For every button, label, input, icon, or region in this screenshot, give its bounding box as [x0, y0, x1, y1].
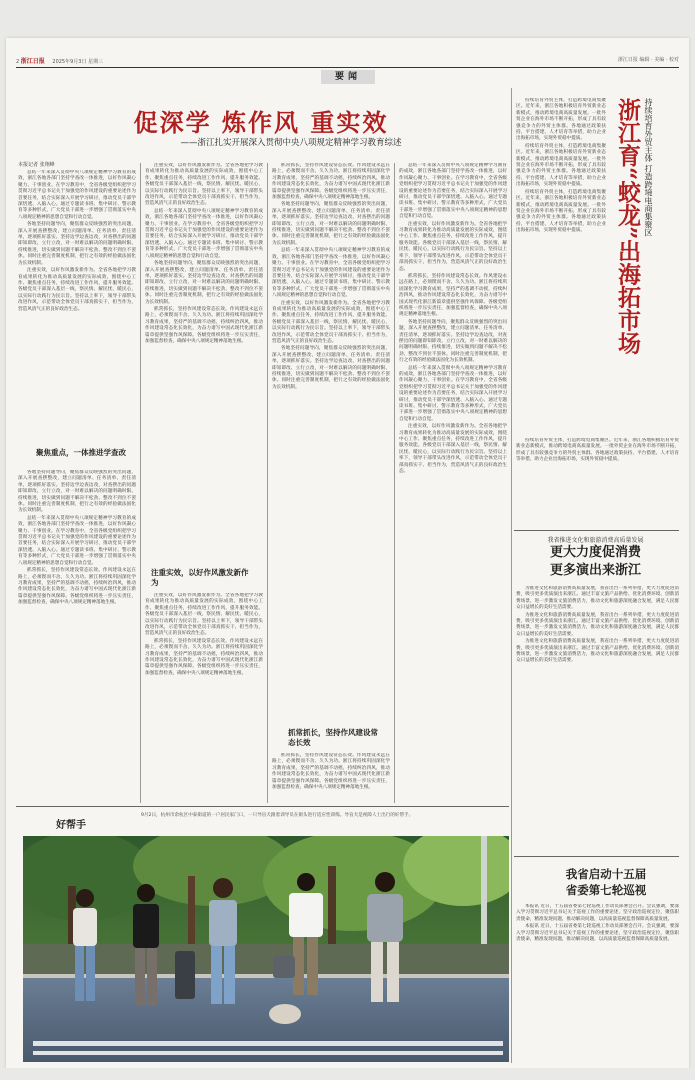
paragraph: 总结一年来深入贯彻中央八项规定精神学习教育的成效，浙江各地各部门坚持学查改一体推进，以好作风凝心聚力、干事创业。在学习教育中，全省各级党组织把学习贯彻习近平总书记关于加强党的作风建设的重要论述作为首要任务，结合实际深入开展学习研讨，推动党员干部学深悟透、入脑入心。通过专题读书班、集中研讨、警示教育等多种形式，广大党员干部进一步增强了贯彻落实中央八项规定精神的思想自觉和行动自觉。: [399, 365, 507, 422]
paper-name: 浙江日报: [20, 58, 45, 65]
byline: 本报记者 张翔峰: [18, 162, 55, 168]
column-divider: [394, 163, 395, 803]
paragraph: 总结一年来深入贯彻中央八项规定精神学习教育的成效，浙江各地各部门坚持学查改一体推进，以好作风凝心聚力、干事创业。在学习教育中，全省各级党组织把学习贯彻习近平总书记关于加强党的作风建设的重要论述作为首要任务，结合实际深入开展学习研讨，推动党员干部学深悟透、入脑入心。通过专题读书班、集中研讨、警示教育等多种形式，广大党员干部进一步增强了贯彻落实中央八项规定精神的思想自觉和行动自觉。: [272, 248, 390, 299]
feature-column-b: [516, 438, 679, 526]
header-left: [16, 56, 103, 65]
paragraph: 注重实效，以好作风激发新作为。全省各地把学习教育成果转化为推动高质量发展的实际成效，围绕中心工作、聚焦重点任务，持续改进工作作风，提升服务效能。各级党员干部深入基层一线，察民情、解民忧、暖民心，以实际行动践行为民宗旨。坚持以上率下，领导干部带头改进作风，示范带动全体党员干部真抓实干、担当作为，营造风清气正的良好政治生态。: [18, 268, 136, 312]
consumption-title-line2: 更多演出来浙江: [549, 563, 641, 578]
paragraph: 抓常抓长，坚持作风建设常态长效。作风建设永远在路上，必须锲而不舍、久久为功。浙江将持续巩固深化学习教育成果，坚持严的基调不动摇，持续纠治四风，推动作风建设常态化长效化，为奋力谱写中国式现代化浙江新篇章提供坚强作风保障。各级党组织将进一步压实责任，加强监督检查，确保中央八项规定精神落地生根。: [272, 163, 390, 201]
column-divider: [267, 163, 268, 803]
newspaper-page: [6, 38, 689, 1068]
paragraph: 持续培育外贸主体，打造跨境电商集聚区。近年来，浙江各地积极培育外贸新业态新模式，推动跨境电商高质量发展。一批外贸企业在海外市场不断开拓，形成了具有较强竞争力的外贸主体群。各地通过政策扶持、平台搭建、人才培育等举措，助力企业出海拓市场，实现外贸稳中提质。: [516, 438, 679, 463]
subtitle-3: 抓常抓长，坚持作风建设常态长效: [288, 728, 378, 747]
paragraph: 为推进文化和旅游消费高质量发展，我省出台一系列举措，更大力度促进消费，吸引更多优质演出来浙江。通过丰富文旅产品供给、优化消费环境、创新消费场景，进一步激发文旅消费活力，推动文化和旅游深度融合发展，满足人民群众日益增长的美好生活需要。: [516, 639, 679, 664]
issue-date: 2025年9月3日 星期三: [52, 59, 104, 65]
paragraph: 注重实效，以好作风激发新作为。全省各地把学习教育成果转化为推动高质量发展的实际成效，围绕中心工作、聚焦重点任务，持续改进工作作风，提升服务效能。各级党员干部深入基层一线，察民情、解民忧、暖民心，以实际行动践行为民宗旨。坚持以上率下，领导干部带头改进作风，示范带动全体党员干部真抓实干、担当作为，营造风清气正的良好政治生态。: [145, 593, 263, 637]
paragraph: 注重实效，以好作风激发新作为。全省各地把学习教育成果转化为推动高质量发展的实际成效，围绕中心工作、聚焦重点任务，持续改进工作作风，提升服务效能。各级党员干部深入基层一线，察民情、解民忧、暖民心，以实际行动践行为民宗旨。坚持以上率下，领导干部带头改进作风，示范带动全体党员干部真抓实干、担当作为，营造风清气正的良好政治生态。: [399, 221, 507, 272]
photo-caption: 9月2日，杭州市余杭区中泰街道的一户居民家门口，一只导盲犬跟着训导员在街头进行适应性训练。导盲犬是视障人士出行的好帮手。: [141, 813, 414, 818]
article-column-1a: [18, 170, 136, 445]
main-subheadline: ——浙江扎实开展深入贯彻中央八项规定精神学习教育综述: [180, 138, 402, 148]
page-bottom-margin: [0, 1068, 695, 1080]
photo-section-label: 好帮手: [56, 820, 86, 831]
article-column-2a: [145, 163, 263, 558]
page-number: 2: [16, 59, 20, 65]
paragraph: 抓常抓长，坚持作风建设常态长效。作风建设永远在路上，必须锲而不舍、久久为功。浙江将持续巩固深化学习教育成果，坚持严的基调不动摇，持续纠治四风，推动作风建设常态化长效化，为奋力谱写中国式现代化浙江新篇章提供坚强作风保障。各级党组织将进一步压实责任，加强监督检查，确保中央八项规定精神落地生根。: [18, 568, 136, 606]
header-right: 浙江日报 编辑 · 美编 · 校对: [617, 57, 679, 63]
paragraph: 抓常抓长，坚持作风建设常态长效。作风建设永远在路上，必须锲而不舍、久久为功。浙江将持续巩固深化学习教育成果，坚持严的基调不动摇，持续纠治四风，推动作风建设常态化长效化，为奋力谱写中国式现代化浙江新篇章提供坚强作风保障。各级党组织将进一步压实责任，加强监督检查，确保中央八项规定精神落地生根。: [272, 753, 390, 791]
paragraph: 各地坚持问题导向，聚焦群众反映强烈的突出问题，深入开展查摆整改，建立问题清单、任务清单、责任清单，逐项抓好落实。坚持边学边查边改，对查摆出的问题即知即改、立行立改，对一时难以解决的问题明确时限、持续推进，切实做到问题不解决不松劲、整改不到位不罢休。同时注重完善制度机制，把行之有效的经验做法固化为长效机制。: [272, 346, 390, 390]
paragraph: 抓常抓长，坚持作风建设常态长效。作风建设永远在路上，必须锲而不舍、久久为功。浙江将持续巩固深化学习教育成果，坚持严的基调不动摇，持续纠治四风，推动作风建设常态化长效化，为奋力谱写中国式现代化浙江新篇章提供坚强作风保障。各级党组织将进一步压实责任，加强监督检查，确保中央八项规定精神落地生根。: [145, 306, 263, 344]
column-divider: [140, 163, 141, 803]
paragraph: 抓常抓长，坚持作风建设常态长效。作风建设永远在路上，必须锲而不舍、久久为功。浙江将持续巩固深化学习教育成果，坚持严的基调不动摇，持续纠治四风，推动作风建设常态化长效化，为奋力谱写中国式现代化浙江新篇章提供坚强作风保障。各级党组织将进一步压实责任，加强监督检查，确保中央八项规定精神落地生根。: [399, 273, 507, 318]
inspection-story-headline: [536, 866, 676, 898]
paragraph: 总结一年来深入贯彻中央八项规定精神学习教育的成效，浙江各地各部门坚持学查改一体推进，以好作风凝心聚力、干事创业。在学习教育中，全省各级党组织把学习贯彻习近平总书记关于加强党的作风建设的重要论述作为首要任务，结合实际深入开展学习研讨，推动党员干部学深悟透、入脑入心。通过专题读书班、集中研讨、警示教育等多种形式，广大党员干部进一步增强了贯彻落实中央八项规定精神的思想自觉和行动自觉。: [18, 515, 136, 566]
article-column-4: [399, 163, 507, 803]
paragraph: 为推进文化和旅游消费高质量发展，我省出台一系列举措，更大力度促进消费，吸引更多优质演出来浙江。通过丰富文旅产品供给、优化消费环境、创新消费场景，进一步激发文旅消费活力，推动文化和旅游深度融合发展，满足人民群众日益增长的美好生活需要。: [516, 612, 679, 637]
consumption-kicker: 我省推进文化和旅游消费高质量发展: [547, 537, 644, 544]
inspection-title-line1: 我省启动十五届: [565, 867, 647, 881]
consumption-story-headline: [514, 535, 677, 580]
paragraph: 本报讯 近日，十五届省委第七轮巡视工作动员部署会召开。会议强调，要深入学习贯彻习近平总书记关于巡视工作的重要论述，坚守政治巡视定位，聚焦职责使命，精准发现问题，推动解决问题，以高质量巡视监督保障高质量发展。: [516, 904, 679, 922]
paragraph: 持续培育外贸主体，打造跨境电商集聚区。近年来，浙江各地积极培育外贸新业态新模式，推动跨境电商高质量发展。一批外贸企业在海外市场不断开拓，形成了具有较强竞争力的外贸主体群。各地通过政策扶持、平台搭建、人才培育等举措，助力企业出海拓市场，实现外贸稳中提质。: [516, 98, 606, 142]
feature-column-a: [516, 98, 606, 433]
inspection-story-body: [516, 904, 679, 1062]
article-column-1b: [18, 470, 136, 800]
photo-section-divider: [16, 806, 509, 807]
consumption-story-body: [516, 586, 679, 851]
feature-kicker: 持续培育外贸主体 打造跨境电商集聚区: [644, 98, 653, 237]
paragraph: 各地坚持问题导向，聚焦群众反映强烈的突出问题，深入开展查摆整改，建立问题清单、任务清单、责任清单，逐项抓好落实。坚持边学边查边改，对查摆出的问题即知即改、立行立改，对一时难以解决的问题明确时限、持续推进，切实做到问题不解决不松劲、整改不到位不罢休。同时注重完善制度机制，把行之有效的经验做法固化为长效机制。: [272, 202, 390, 246]
subtitle-2: 注重实效，以好作风激发新作为: [151, 568, 249, 587]
paragraph: 各地坚持问题导向，聚焦群众反映强烈的突出问题，深入开展查摆整改，建立问题清单、任务清单、责任清单，逐项抓好落实。坚持边学边查边改，对查摆出的问题即知即改、立行立改，对一时难以解决的问题明确时限、持续推进，切实做到问题不解决不松劲、整改不到位不罢休。同时注重完善制度机制，把行之有效的经验做法固化为长效机制。: [145, 261, 263, 305]
column-divider: [511, 88, 512, 1063]
main-headline: 促深学 炼作风 重实效: [133, 108, 389, 137]
subtitle-1: 聚焦重点，一体推进学查改: [36, 448, 126, 457]
paragraph: 各地坚持问题导向，聚焦群众反映强烈的突出问题，深入开展查摆整改，建立问题清单、任务清单、责任清单，逐项抓好落实。坚持边学边查边改，对查摆出的问题即知即改、立行立改，对一时难以解决的问题明确时限、持续推进，切实做到问题不解决不松劲、整改不到位不罢休。同时注重完善制度机制，把行之有效的经验做法固化为长效机制。: [18, 470, 136, 514]
paragraph: 注重实效，以好作风激发新作为。全省各地把学习教育成果转化为推动高质量发展的实际成效，围绕中心工作、聚焦重点任务，持续改进工作作风，提升服务效能。各级党员干部深入基层一线，察民情、解民忧、暖民心，以实际行动践行为民宗旨。坚持以上率下，领导干部带头改进作风，示范带动全体党员干部真抓实干、担当作为，营造风清气正的良好政治生态。: [399, 424, 507, 475]
feature-title: 浙江育“蛟龙”出海拓市场: [614, 98, 641, 355]
paragraph: 总结一年来深入贯彻中央八项规定精神学习教育的成效，浙江各地各部门坚持学查改一体推进，以好作风凝心聚力、干事创业。在学习教育中，全省各级党组织把学习贯彻习近平总书记关于加强党的作风建设的重要论述作为首要任务，结合实际深入开展学习研讨，推动党员干部学深悟透、入脑入心。通过专题读书班、集中研讨、警示教育等多种形式，广大党员干部进一步增强了贯彻落实中央八项规定精神的思想自觉和行动自觉。: [399, 163, 507, 220]
section-divider: [514, 856, 679, 857]
paragraph: 总结一年来深入贯彻中央八项规定精神学习教育的成效，浙江各地各部门坚持学查改一体推进，以好作风凝心聚力、干事创业。在学习教育中，全省各级党组织把学习贯彻习近平总书记关于加强党的作风建设的重要论述作为首要任务，结合实际深入开展学习研讨，推动党员干部学深悟透、入脑入心。通过专题读书班、集中研讨、警示教育等多种形式，广大党员干部进一步增强了贯彻落实中央八项规定精神的思想自觉和行动自觉。: [145, 208, 263, 259]
paragraph: 为推进文化和旅游消费高质量发展，我省出台一系列举措，更大力度促进消费，吸引更多优质演出来浙江。通过丰富文旅产品供给、优化消费环境、创新消费场景，进一步激发文旅消费活力，推动文化和旅游深度融合发展，满足人民群众日益增长的美好生活需要。: [516, 586, 679, 611]
paragraph: 抓常抓长，坚持作风建设常态长效。作风建设永远在路上，必须锲而不舍、久久为功。浙江将持续巩固深化学习教育成果，坚持严的基调不动摇，持续纠治四风，推动作风建设常态化长效化，为奋力谱写中国式现代化浙江新篇章提供坚强作风保障。各级党组织将进一步压实责任，加强监督检查，确保中央八项规定精神落地生根。: [145, 638, 263, 676]
inspection-title-line2: 省委第七轮巡视: [565, 883, 647, 897]
article-column-3b: [272, 753, 390, 803]
paragraph: 总结一年来深入贯彻中央八项规定精神学习教育的成效，浙江各地各部门坚持学查改一体推进，以好作风凝心聚力、干事创业。在学习教育中，全省各级党组织把学习贯彻习近平总书记关于加强党的作风建设的重要论述作为首要任务，结合实际深入开展学习研讨，推动党员干部学深悟透、入脑入心。通过专题读书班、集中研讨、警示教育等多种形式，广大党员干部进一步增强了贯彻落实中央八项规定精神的思想自觉和行动自觉。: [18, 170, 136, 220]
paragraph: 持续培育外贸主体，打造跨境电商集聚区。近年来，浙江各地积极培育外贸新业态新模式，推动跨境电商高质量发展。一批外贸企业在海外市场不断开拓，形成了具有较强竞争力的外贸主体群。各地通过政策扶持、平台搭建、人才培育等举措，助力企业出海拓市场，实现外贸稳中提质。: [516, 143, 606, 188]
paragraph: 持续培育外贸主体，打造跨境电商集聚区。近年来，浙江各地积极培育外贸新业态新模式，推动跨境电商高质量发展。一批外贸企业在海外市场不断开拓，形成了具有较强竞争力的外贸主体群。各地通过政策扶持、平台搭建、人才培育等举措，助力企业出海拓市场，实现外贸稳中提质。: [516, 189, 606, 234]
article-column-2b: [145, 593, 263, 801]
page-header: [16, 56, 679, 66]
paragraph: 各地坚持问题导向，聚焦群众反映强烈的突出问题，深入开展查摆整改，建立问题清单、任务清单、责任清单，逐项抓好落实。坚持边学边查边改，对查摆出的问题即知即改、立行立改，对一时难以解决的问题明确时限、持续推进，切实做到问题不解决不松劲、整改不到位不罢休。同时注重完善制度机制，把行之有效的经验做法固化为长效机制。: [18, 222, 136, 266]
section-label: 要闻: [321, 70, 375, 84]
paragraph: 注重实效，以好作风激发新作为。全省各地把学习教育成果转化为推动高质量发展的实际成效，围绕中心工作、聚焦重点任务，持续改进工作作风，提升服务效能。各级党员干部深入基层一线，察民情、解民忧、暖民心，以实际行动践行为民宗旨。坚持以上率下，领导干部带头改进作风，示范带动全体党员干部真抓实干、担当作为，营造风清气正的良好政治生态。: [272, 300, 390, 344]
section-divider: [514, 530, 679, 531]
photo-illustration: [23, 836, 509, 1062]
header-divider: [16, 67, 679, 68]
consumption-title-line1: 更大力度促消费: [549, 545, 641, 560]
article-column-3: [272, 163, 390, 723]
paragraph: 各地坚持问题导向，聚焦群众反映强烈的突出问题，深入开展查摆整改，建立问题清单、任务清单、责任清单，逐项抓好落实。坚持边学边查边改，对查摆出的问题即知即改、立行立改，对一时难以解决的问题明确时限、持续推进，切实做到问题不解决不松劲、整改不到位不罢休。同时注重完善制度机制，把行之有效的经验做法固化为长效机制。: [399, 319, 507, 364]
news-photo: [23, 836, 509, 1062]
paragraph: 注重实效，以好作风激发新作为。全省各地把学习教育成果转化为推动高质量发展的实际成效，围绕中心工作、聚焦重点任务，持续改进工作作风，提升服务效能。各级党员干部深入基层一线，察民情、解民忧、暖民心，以实际行动践行为民宗旨。坚持以上率下，领导干部带头改进作风，示范带动全体党员干部真抓实干、担当作为，营造风清气正的良好政治生态。: [145, 163, 263, 207]
paragraph: 本报讯 近日，十五届省委第七轮巡视工作动员部署会召开。会议强调，要深入学习贯彻习近平总书记关于巡视工作的重要论述，坚守政治巡视定位，聚焦职责使命，精准发现问题，推动解决问题，以高质量巡视监督保障高质量发展。: [516, 924, 679, 943]
